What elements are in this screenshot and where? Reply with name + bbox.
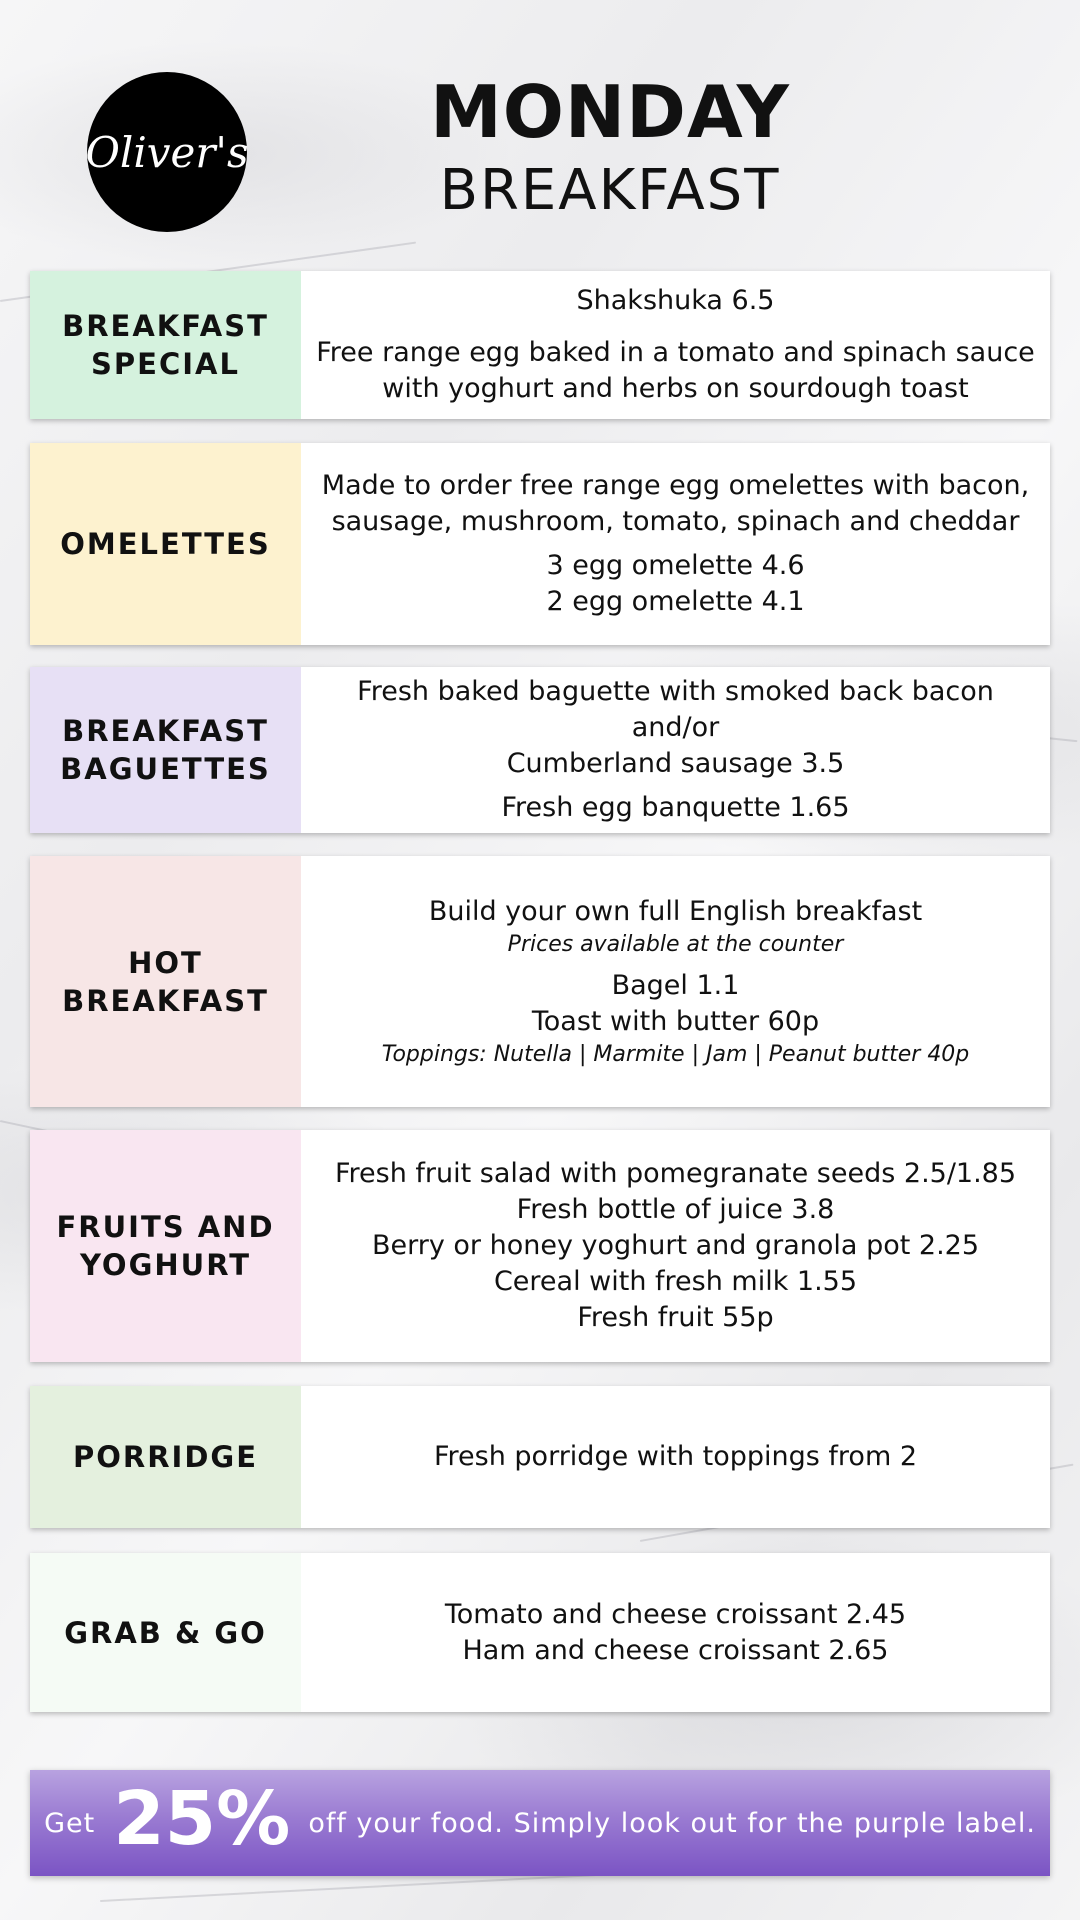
menu-item: Build your own full English breakfast: [428, 895, 923, 927]
section-content: [301, 443, 1050, 645]
category-label: [30, 271, 301, 419]
menu-item: Tomato and cheese croissant 2.45: [444, 1598, 907, 1630]
category-line: BAGUETTES: [60, 752, 271, 786]
price-note: Prices available at the counter: [507, 931, 844, 957]
category-line: BREAKFAST: [62, 983, 269, 1018]
menu-section-omelettes: [30, 443, 1050, 645]
menu-item: Cereal with fresh milk 1.55: [493, 1266, 858, 1297]
menu-item: Fresh egg banquette 1.65: [501, 792, 850, 823]
marble-vein: [100, 1874, 599, 1902]
category-line: YOGHURT: [79, 1248, 252, 1282]
menu-item: Shakshuka 6.5: [576, 285, 775, 316]
promo-text: off your food. Simply look out for the purple label.: [308, 1807, 1036, 1839]
item-description: Made to order free range egg omelettes with bacon,: [321, 470, 1030, 501]
page-title-meal: BREAKFAST: [439, 158, 781, 223]
promo-prefix: Get: [44, 1807, 96, 1839]
category-line: BREAKFAST: [62, 309, 269, 343]
page-title-day: MONDAY: [430, 70, 790, 154]
category-line: SPECIAL: [91, 347, 240, 381]
menu-item: Toast with butter 60p: [531, 1005, 820, 1037]
menu-item: 2 egg omelette 4.1: [546, 586, 805, 617]
section-content: [301, 1386, 1050, 1528]
menu-item: 3 egg omelette 4.6: [546, 550, 805, 581]
toppings-note: Toppings: Nutella | Marmite | Jam | Peanut butter 40p: [381, 1041, 970, 1067]
section-content: [301, 667, 1050, 833]
item-description: with yoghurt and herbs on sourdough toast: [382, 373, 969, 404]
item-description: sausage, mushroom, tomato, spinach and cheddar: [331, 506, 1020, 537]
logo-text: Oliver's: [85, 127, 249, 177]
category-line: OMELETTES: [60, 527, 271, 561]
menu-item: Fresh porridge with toppings from 2: [433, 1441, 918, 1472]
category-line: HOT: [128, 945, 203, 980]
category-label: [30, 856, 301, 1107]
menu-section-breakfast-baguettes: [30, 667, 1050, 833]
section-content: [301, 1130, 1050, 1362]
menu-section-breakfast-special: [30, 271, 1050, 419]
menu-section-fruits-and-yoghurt: [30, 1130, 1050, 1362]
menu-section-hot-breakfast: [30, 856, 1050, 1107]
menu-item: Fresh fruit 55p: [577, 1302, 774, 1333]
menu-item: Fresh bottle of juice 3.8: [516, 1194, 835, 1225]
item-description: Free range egg baked in a tomato and spinach sauce: [316, 337, 1035, 368]
section-content: [301, 1553, 1050, 1712]
menu-item: Ham and cheese croissant 2.65: [462, 1634, 889, 1666]
menu-item: Berry or honey yoghurt and granola pot 2.25: [371, 1230, 980, 1261]
menu-item: Fresh baked baguette with smoked back bacon and/or: [357, 676, 994, 743]
promo-discount: 25%: [113, 1776, 291, 1862]
promo-banner: [30, 1770, 1050, 1876]
category-label: [30, 1386, 301, 1528]
section-content: [301, 856, 1050, 1107]
category-line: GRAB & GO: [64, 1615, 267, 1650]
menu-section-grab-and-go: [30, 1553, 1050, 1712]
category-label: [30, 667, 301, 833]
category-line: PORRIDGE: [72, 1440, 259, 1474]
logo: [87, 72, 247, 232]
menu-item: Fresh fruit salad with pomegranate seeds 2.5/1.85: [334, 1158, 1017, 1189]
category-line: BREAKFAST: [62, 714, 269, 748]
category-label: [30, 1130, 301, 1362]
section-content: [301, 271, 1050, 419]
menu-item: Cumberland sausage 3.5: [506, 748, 845, 779]
category-line: FRUITS AND: [56, 1210, 275, 1244]
menu-item: Bagel 1.1: [611, 969, 740, 1001]
category-label: [30, 1553, 301, 1712]
menu-section-porridge: [30, 1386, 1050, 1528]
category-label: [30, 443, 301, 645]
